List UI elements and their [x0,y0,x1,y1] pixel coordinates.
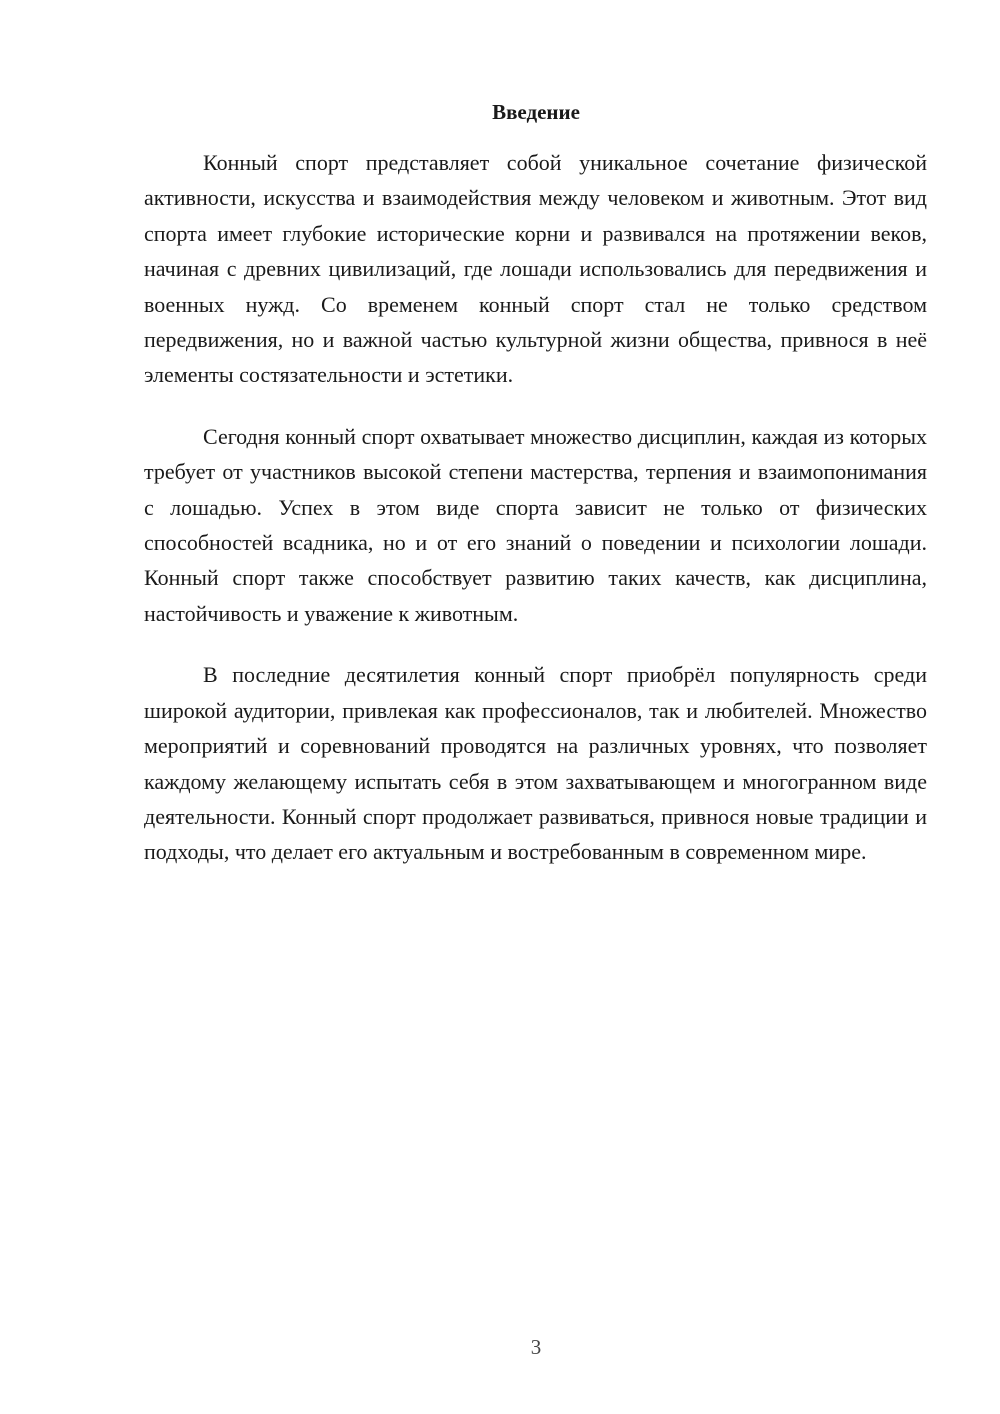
page-number: 3 [530,1335,542,1359]
section-heading: Введение [492,100,580,124]
paragraph-1: Конный спорт представляет собой уникальное сочетание физической активности, искусства и взаимодействия между человеком и животным. Этот вид спорта имеет глубокие исторические корни и развивался на протяжении веков, начиная с древних цивилизаций, где лошади использовались для передвижения и военных нужд. Со временем конный спорт стал не только средством передвижения, но и важной частью культурной жизни общества, привнося в неё элементы состязательности и эстетики. [144,150,927,388]
body-text [144,145,927,896]
paragraph-2: Сегодня конный спорт охватывает множество дисциплин, каждая из которых требует от участников высокой степени мастерства, терпения и взаимопонимания с лошадью. Успех в этом виде спорта зависит не только от физических способностей всадника, но и от его знаний о поведении и психологии лошади. Конный спорт также способствует развитию таких качеств, как дисциплина, настойчивость и уважение к животным. [144,423,927,626]
paragraph-3: В последние десятилетия конный спорт приобрёл популярность среди широкой аудитории, привлекая как профессионалов, так и любителей. Множество мероприятий и соревнований проводятся на различных уровнях, что позволяет каждому желающему испытать себя в этом захватывающем и многогранном виде деятельности. Конный спорт продолжает развиваться, привнося новые традиции и подходы, что делает его актуальным и востребованным в современном мире. [144,662,927,865]
